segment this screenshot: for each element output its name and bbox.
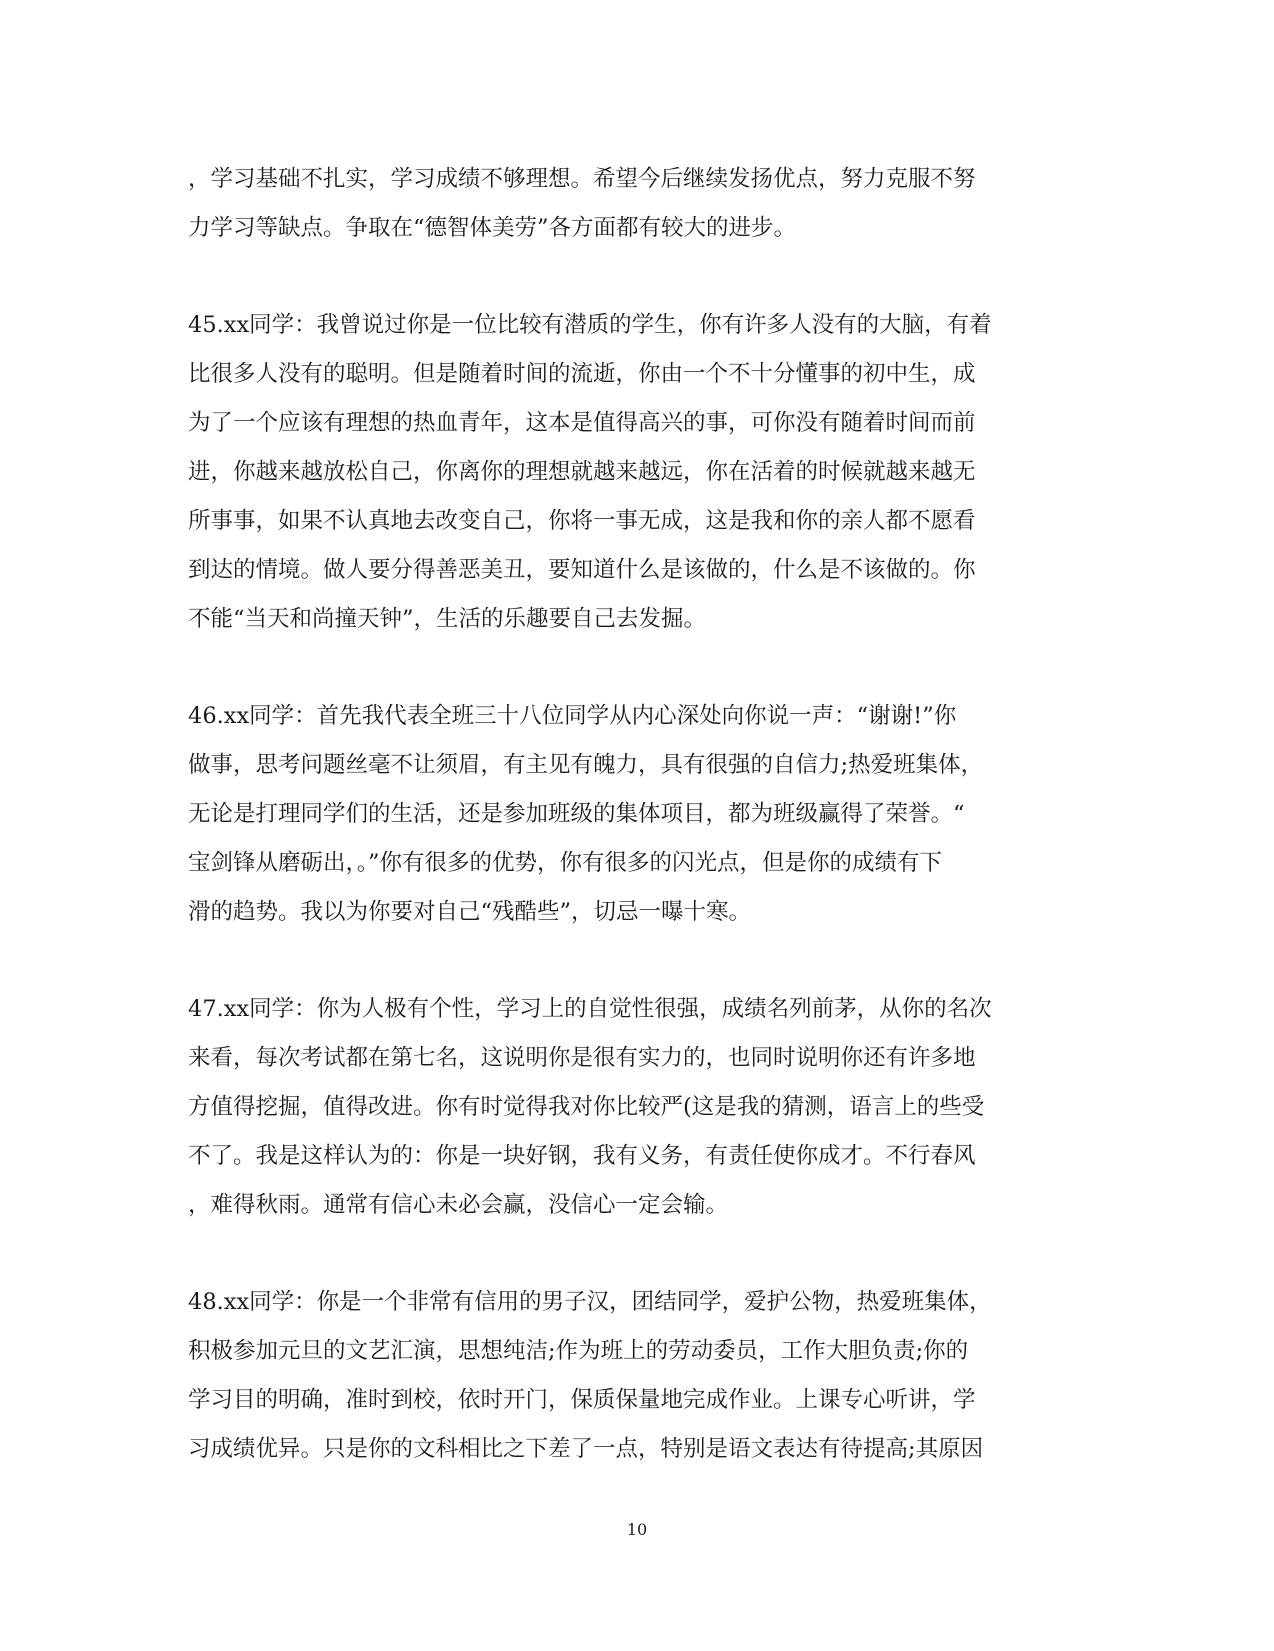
body-text: [188, 155, 1068, 1474]
text-line: 习成绩优异。只是你的文科相比之下差了一点，特别是语文表达有待提高;其原因: [188, 1436, 984, 1462]
text-line: 比很多人没有的聪明。但是随着时间的流逝，你由一个不十分懂事的初中生，成: [188, 361, 976, 387]
text-line: 无论是打理同学们的生活，还是参加班级的集体项目，都为班级赢得了荣誉。“: [188, 801, 965, 827]
paragraph-gap: [188, 937, 1068, 985]
page-number: 10: [626, 1520, 648, 1539]
text-line: 学习目的明确，准时到校，依时开门，保质保量地完成作业。上课专心听讲，学: [188, 1387, 976, 1413]
text-line: 47.xx同学：你为人极有个性，学习上的自觉性很强，成绩名列前茅，从你的名次: [188, 996, 992, 1022]
text-line: 到达的情境。做人要分得善恶美丑，要知道什么是该做的，什么是不该做的。你: [188, 557, 976, 583]
paragraph-gap: [188, 1230, 1068, 1278]
text-line: 45.xx同学：我曾说过你是一位比较有潜质的学生，你有许多人没有的大脑，有着: [188, 312, 992, 338]
paragraph-47: [188, 985, 1068, 1230]
text-line: 积极参加元旦的文艺汇演，思想纯洁;作为班上的劳动委员，工作大胆负责;你的: [188, 1338, 969, 1364]
paragraph-45: [188, 301, 1068, 644]
paragraph-gap: [188, 253, 1068, 301]
text-line: 做事，思考问题丝毫不让须眉，有主见有魄力，具有很强的自信力;热爱班集体，: [188, 752, 984, 778]
text-line: 力学习等缺点。争取在“德智体美劳”各方面都有较大的进步。: [188, 215, 797, 241]
text-line: 不能“当天和尚撞天钟”，生活的乐趣要自己去发掘。: [188, 606, 707, 632]
text-line: 为了一个应该有理想的热血青年，这本是值得高兴的事，可你没有随着时间而前: [188, 410, 976, 436]
text-line: 宝剑锋从磨砺出，。”你有很多的优势，你有很多的闪光点，但是你的成绩有下: [188, 850, 943, 876]
text-line: 方值得挖掘，值得改进。你有时觉得我对你比较严(这是我的猜测，语言上的些受: [188, 1094, 985, 1120]
text-line: 进，你越来越放松自己，你离你的理想就越来越远，你在活着的时候就越来越无: [188, 459, 976, 485]
paragraph-44-continuation: [188, 155, 1068, 253]
text-line: ，学习基础不扎实，学习成绩不够理想。希望今后继续发扬优点，努力克服不努: [188, 166, 976, 192]
paragraph-48: [188, 1278, 1068, 1474]
paragraph-46: [188, 692, 1068, 937]
text-line: 48.xx同学：你是一个非常有信用的男子汉，团结同学，爱护公物，热爱班集体，: [188, 1289, 992, 1315]
text-line: 滑的趋势。我以为你要对自己“残酷些”，切忌一曝十寒。: [188, 899, 752, 925]
text-line: 不了。我是这样认为的：你是一块好钢，我有义务，有责任使你成才。不行春风: [188, 1143, 976, 1169]
text-line: 所事事，如果不认真地去改变自己，你将一事无成，这是我和你的亲人都不愿看: [188, 508, 976, 534]
text-line: 46.xx同学：首先我代表全班三十八位同学从内心深处向你说一声：“谢谢!”你: [188, 703, 957, 729]
text-line: 来看，每次考试都在第七名，这说明你是很有实力的，也同时说明你还有许多地: [188, 1045, 976, 1071]
text-line: ，难得秋雨。通常有信心未必会赢，没信心一定会输。: [188, 1192, 729, 1218]
paragraph-gap: [188, 644, 1068, 692]
